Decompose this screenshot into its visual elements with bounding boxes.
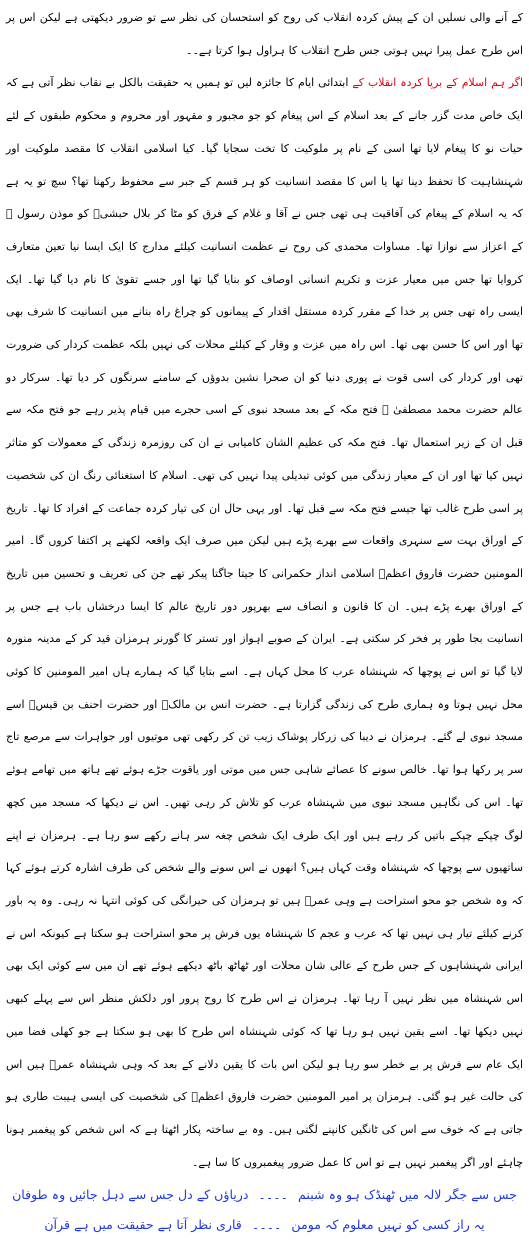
couplet-line-1	[0, 1180, 529, 1210]
couplet-line-1-first-half: جس سے جگر لالہ میں ٹھنڈک ہو وہ شبنم	[298, 1187, 517, 1202]
lead-highlight: اگر ہم اسلام کے برپا کردہ انقلاب کے	[352, 76, 523, 90]
main-paragraph	[6, 67, 523, 1179]
couplet-separator-2: ۔۔۔۔	[251, 1217, 282, 1232]
couplet-line-1-second-half: دریاؤں کے دل جس سے دہل جائیں وہ طوفان	[12, 1187, 249, 1202]
couplet-line-2	[0, 1210, 529, 1240]
couplet-line-2-first-half: یہ راز کسی کو نہیں معلوم کہ مومن	[291, 1217, 485, 1232]
intro-paragraph: کے آنے والی نسلیں ان کے پیش کردہ انقلاب کی روح کو استحسان کی نظر سے تو ضرور دیکھتی ہے لیکن اس پر اس طرح عمل پیرا نہیں ہوتی جس طرح انقلاب کا ہراول ہوا کرتا ہے۔۔	[6, 11, 523, 57]
main-body-text: ابتدائی ایام کا جائزہ لیں تو ہمیں یہ حقیقت بالکل بے نقاب نظر آتی ہے کہ ایک خاص مدت گزر جانے کے بعد اسلام کے اس پیغام کو جو مجبور و مقہور اور محروم و محکوم طبقوں کے لئے حیات نو کا پیغام لایا تھا اسی کے نام پر ملوکیت کا تخت سجایا گیا۔ کیا اسلامی انقلاب کا مقصد ملوکیت اور شہنشاہیت کا تحفظ دینا تھا یا اس کا مقصد انسانیت کو ہر قسم کے جبر سے محفوظ رکھنا تھا؟ سچ تو یہ ہے کہ یہ اسلام کے پیغام کی آفاقیت ہی تھی جس نے آقا و غلام کے فرق کو مٹا کر بلال حبشیؓ کو موذن رسول ﷺ کے اعزاز سے نوازا تھا۔ مساوات محمدی کی روح نے عظمت انسانیت کیلئے مدارج کا ایک ایسا نیا تعین متعارف کروایا تھا جس میں معیار عزت و تکریم انسانی اوصاف کو بنایا گیا تھا اور جسے تقویٰ کا نام دیا گیا تھا۔ ایک ایسی راہ تھی جس پر خدا کے مقرر کردہ مستقل اقدار کے پیمانوں کو چراغ راہ بنانے میں انسانیت کا شرف بھی تھا اور اس کا حسن بھی تھا۔ اس راہ میں عزت و وقار کے کیلئے محلات کی نہیں بلکہ عظمت کردار کی ضرورت تھی اور کردار کی اسی قوت نے پوری دنیا کو ان صحرا نشین بدوؤں کے سامنے سرنگوں کر دیا تھا۔ سرکار دو عالم حضرت محمد مصطفیٰ ﷺ فتح مکہ کے بعد مسجد نبوی کے اسی حجرے میں قیام پذیر رہے جو فتح مکہ سے قبل ان کے زیر استعمال تھا۔ فتح مکہ کی عظیم الشان کامیابی نے ان کی روزمرہ زندگی کے معمولات کو متاثر نہیں کیا تھا اور ان کے معیار زندگی میں کوئی تبدیلی پیدا نہیں کی تھی۔ اسلام کا استغنائی رنگ ان کی شخصیت پر اسی طرح غالب تھا جیسے فتح مکہ سے قبل تھا۔ اور یہی حال ان کی تیار کردہ جماعت کے افراد کا تھا۔ تاریخ کے اوراق بہت سے سنہری واقعات سے بھرے پڑے ہیں لیکن میں صرف ایک واقعہ لکھنے پر اکتفا کروں گا۔ امیر المومنین حضرت فاروق اعظمؓ اسلامی انداز حکمرانی کا جیتا جاگتا پیکر تھے جن کی تعریف و تحسین میں تاریخ کے اوراق بھرے پڑے ہیں۔ ان کا قانون و انصاف سے بھرپور دور تاریخ عالم کا ایسا درخشاں باب ہے جس پر انسانیت بجا طور پر فخر کر سکتی ہے۔ ایران کے صوبے اہواز اور تستر کا گورنر ہرمزان قید کر کے مدینہ منورہ لایا گیا تو اس نے پوچھا کہ شہنشاہ عرب کا محل کہاں ہے۔ اسے بتایا گیا کہ ہمارے ہاں امیر المومنین کا کوئی محل نہیں ہوتا وہ ہماری طرح کی زندگی گزارتا ہے۔ حضرت انس بن مالکؓ اور حضرت احنف بن قیسؓ اسے مسجد نبوی لے گئے۔ ہرمزان نے دیبا کی زرکار پوشاک زیب تن کر رکھی تھی موتیوں اور جواہرات سے مرصع تاج سر پر رکھا ہوا تھا۔ خالص سونے کا عصائے شاہی جس میں موتی اور یاقوت جڑے ہوئے تھے ہاتھ میں تھامے ہوئے تھا۔ اس کی نگاہیں مسجد نبوی میں شہنشاہ عرب کو تلاش کر رہی تھیں۔ اس نے دیکھا کہ مسجد میں کچھ لوگ چپکے چپکے باتیں کر رہے ہیں اور ایک طرف ایک شخص چغہ سر ہانے رکھے سو رہا ہے۔ ہرمزان نے اپنے ساتھیوں سے پوچھا کہ شہنشاہ وقت کہاں ہیں؟ انھوں نے اس سونے والے شخص کی طرف اشارہ کرتے ہوئے کہا کہ وہ شخص جو محو استراحت ہے وہی عمرؓ ہیں تو ہرمزان کی حیرانگی کی کوئی انتہا نہ رہی۔ وہ یہ باور کرنے کیلئے تیار ہی نہیں تھا کہ عرب و عجم کا شہنشاہ یوں فرش پر محو استراحت ہو سکتا ہے کیونکہ اس نے ایرانی شہنشاہوں کے جس طرح کے عالی شان محلات اور ٹھاٹھ باٹھ دیکھے ہوئے تھے ان میں سے کوئی ایک بھی اس شہنشاہ میں نظر نہیں آ رہا تھا۔ ہرمزان نے اس طرح کا روح پرور اور دلکش منظر اس سے پہلے کبھی نہیں دیکھا تھا۔ اسے یقین نہیں ہو رہا تھا کہ کوئی شہنشاہ اس طرح کا بھی ہو سکتا ہے جو کھلی فضا میں ایک عام سے فرش پر بے خطر سو رہا ہو لیکن اس بات کا یقین دلانے کے بعد کہ وہی شہنشاہ عمرؓ ہیں اس کی حالت غیر ہو گئی۔ ہرمزان پر امیر المومنین حضرت فاروق اعظمؓ کی شخصیت کی ایسی ہیبت طاری ہو جاتی ہے کہ خوف سے اس کی ٹانگیں کانپنے لگتی ہیں۔ وہ بے ساختہ پکار اٹھتا ہے کہ اس شخص کو پیغمبر ہونا چاہئے اور اگر پیغمبر نہیں ہے تو اس کا عمل ضرور پیغمبروں کا سا ہے۔	[6, 76, 523, 1169]
couplet-separator-1: ۔۔۔۔	[258, 1187, 289, 1202]
couplet-line-2-second-half: قاری نظر آتا ہے حقیقت میں ہے قرآن	[44, 1217, 242, 1232]
poetry-couplet	[0, 1180, 529, 1240]
